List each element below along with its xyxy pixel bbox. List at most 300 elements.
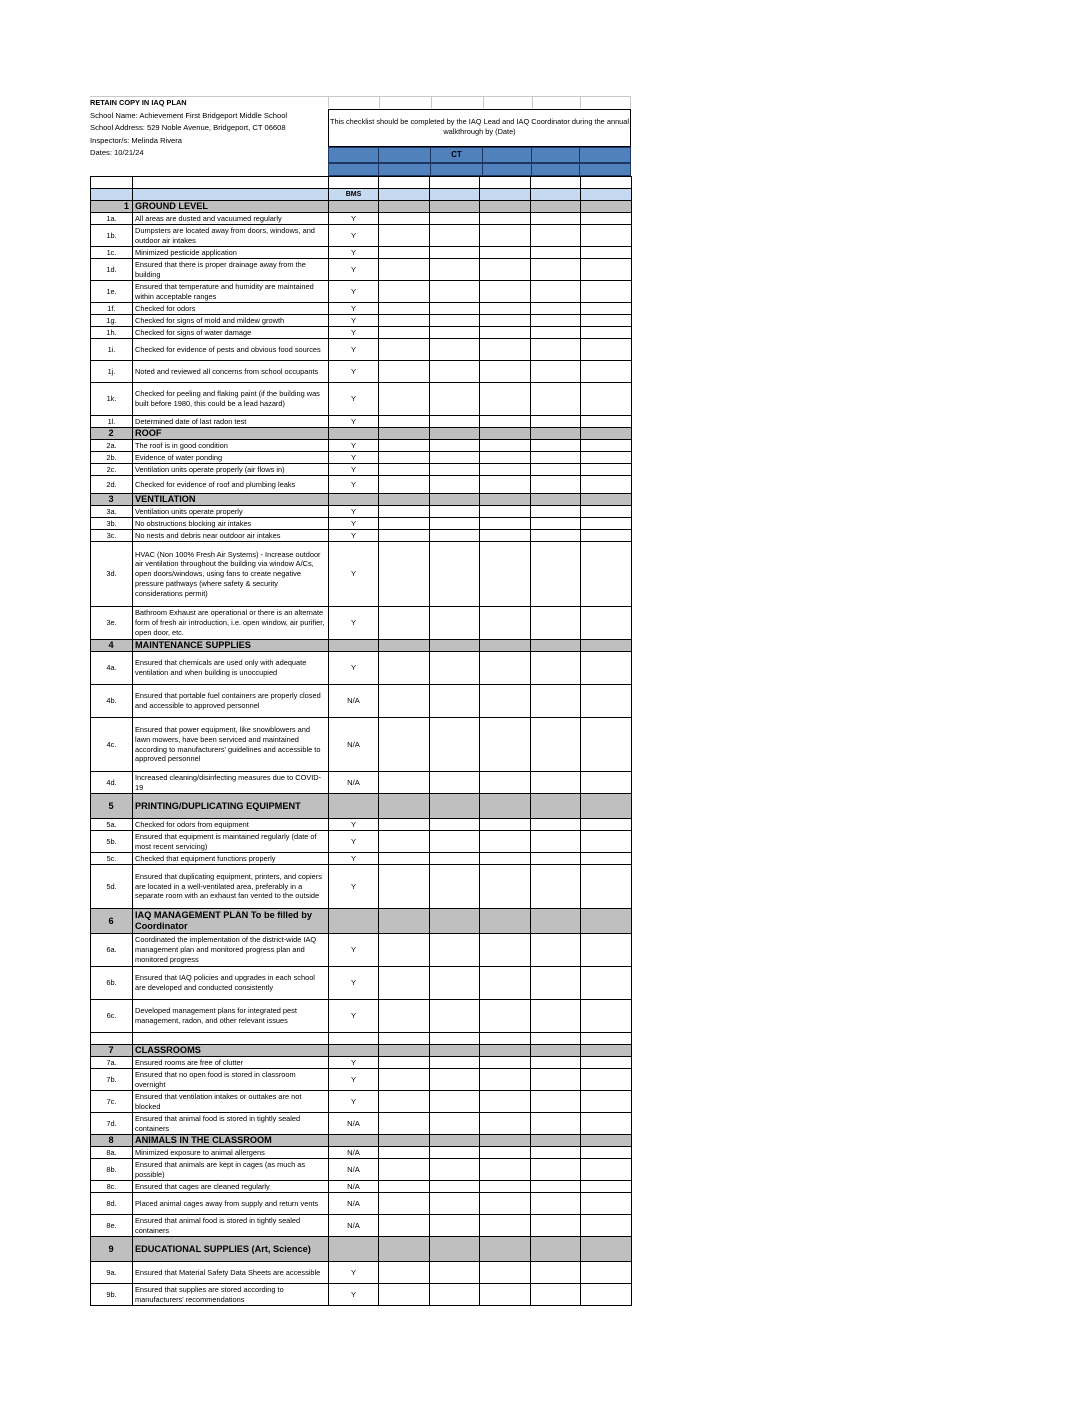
checklist-row	[91, 1091, 632, 1113]
section-number: 2	[91, 428, 133, 440]
checklist-row	[91, 772, 632, 794]
item-text: All areas are dusted and vacuumed regularly	[133, 213, 329, 225]
empty-cell	[379, 315, 430, 327]
empty-cell	[429, 464, 480, 476]
item-text: Ensured that IAQ policies and upgrades in each school are developed and conducted consistently	[133, 967, 329, 1000]
item-id: 5a.	[91, 819, 133, 831]
section-header	[91, 640, 632, 652]
empty-cell	[379, 1091, 430, 1113]
empty-cell	[530, 464, 581, 476]
empty-cell	[581, 1237, 632, 1262]
item-id: 1e.	[91, 281, 133, 303]
empty-cell	[379, 327, 430, 339]
item-value[interactable]: Y	[329, 652, 379, 685]
empty-cell	[530, 542, 581, 607]
item-value[interactable]: Y	[329, 1057, 379, 1069]
empty-cell	[530, 1181, 581, 1193]
empty-cell	[530, 327, 581, 339]
item-id: 2d.	[91, 476, 133, 494]
item-id: 7b.	[91, 1069, 133, 1091]
empty-cell	[530, 201, 581, 213]
empty-cell	[429, 315, 480, 327]
item-id: 6b.	[91, 967, 133, 1000]
section-title: GROUND LEVEL	[133, 201, 329, 213]
item-value[interactable]: Y	[329, 1091, 379, 1113]
item-value[interactable]: Y	[329, 607, 379, 640]
item-value[interactable]: Y	[329, 259, 379, 281]
empty-cell	[480, 1045, 531, 1057]
item-value[interactable]: Y	[329, 476, 379, 494]
empty-cell	[530, 1057, 581, 1069]
checklist-row	[91, 1193, 632, 1215]
header-info	[90, 96, 328, 160]
item-id: 3b.	[91, 518, 133, 530]
item-text: Increased cleaning/disinfecting measures due to COVID-19	[133, 772, 329, 794]
empty-cell	[480, 909, 531, 934]
empty-cell	[379, 476, 430, 494]
empty-cell	[480, 1237, 531, 1262]
empty-cell	[429, 339, 480, 361]
checklist-row	[91, 506, 632, 518]
item-text: Checked for odors	[133, 303, 329, 315]
empty-cell	[429, 1262, 480, 1284]
item-text: Ensured that temperature and humidity are maintained within acceptable ranges	[133, 281, 329, 303]
empty-cell	[429, 1284, 480, 1306]
item-value[interactable]: Y	[329, 542, 379, 607]
empty-cell	[429, 1181, 480, 1193]
item-value[interactable]: Y	[329, 361, 379, 383]
checklist-row	[91, 1113, 632, 1135]
item-id: 4c.	[91, 718, 133, 772]
item-value[interactable]: Y	[329, 339, 379, 361]
checklist-row	[91, 1181, 632, 1193]
empty-cell	[429, 1135, 480, 1147]
checklist-row	[91, 315, 632, 327]
empty-cell	[581, 1284, 632, 1306]
item-text: Ensured that supplies are stored according to manufacturers' recommendations	[133, 1284, 329, 1306]
item-value[interactable]: N/A	[329, 1181, 379, 1193]
item-id: 4d.	[91, 772, 133, 794]
empty-cell	[480, 1069, 531, 1091]
empty-cell	[429, 934, 480, 967]
empty-cell	[379, 1033, 430, 1045]
empty-cell	[429, 685, 480, 718]
item-value[interactable]: Y	[329, 1262, 379, 1284]
empty-cell	[581, 530, 632, 542]
empty-cell	[581, 685, 632, 718]
empty-cell	[379, 1284, 430, 1306]
empty-cell	[480, 718, 531, 772]
item-text: Ensured that Material Safety Data Sheets are accessible	[133, 1262, 329, 1284]
empty-cell	[480, 865, 531, 909]
checklist-row	[91, 967, 632, 1000]
empty-cell	[530, 247, 581, 259]
empty-cell	[429, 794, 480, 819]
empty-cell	[379, 1000, 430, 1033]
item-value[interactable]: N/A	[329, 1215, 379, 1237]
checklist-row	[91, 1284, 632, 1306]
section-number: 5	[91, 794, 133, 819]
item-text: Ensured that power equipment, like snowblowers and lawn mowers, have been serviced and maintained according to manufacturers' guidelines and accessible to approved personnel	[133, 718, 329, 772]
item-id: 8a.	[91, 1147, 133, 1159]
item-value[interactable]: Y	[329, 506, 379, 518]
empty-cell	[379, 640, 430, 652]
empty-cell	[530, 225, 581, 247]
empty-cell	[530, 819, 581, 831]
empty-cell	[581, 934, 632, 967]
item-text: Ensured that chemicals are used only with adequate ventilation and when building is unoccupied	[133, 652, 329, 685]
empty-cell	[379, 865, 430, 909]
item-value[interactable]: Y	[329, 225, 379, 247]
empty-cell	[379, 201, 430, 213]
item-value[interactable]: N/A	[329, 718, 379, 772]
empty-cell	[480, 934, 531, 967]
empty-cell	[480, 831, 531, 853]
empty-cell	[480, 247, 531, 259]
item-value[interactable]: Y	[329, 416, 379, 428]
empty-cell	[379, 1193, 430, 1215]
empty-cell	[379, 831, 430, 853]
item-id: 5c.	[91, 853, 133, 865]
section-header	[91, 201, 632, 213]
empty-cell	[581, 1135, 632, 1147]
empty-cell	[530, 853, 581, 865]
empty-cell	[530, 476, 581, 494]
empty-cell	[581, 819, 632, 831]
empty-cell	[429, 213, 480, 225]
empty-cell	[379, 428, 430, 440]
empty-cell	[581, 772, 632, 794]
empty-cell	[530, 259, 581, 281]
item-text: Developed management plans for integrated pest management, radon, and other relevant issues	[133, 1000, 329, 1033]
checklist-row	[91, 1057, 632, 1069]
empty-cell	[480, 339, 531, 361]
item-value[interactable]: Y	[329, 518, 379, 530]
item-value[interactable]: Y	[329, 819, 379, 831]
empty-cell	[480, 530, 531, 542]
section-header	[91, 1135, 632, 1147]
item-text: Ensured rooms are free of clutter	[133, 1057, 329, 1069]
section-title: MAINTENANCE SUPPLIES	[133, 640, 329, 652]
empty-cell	[480, 1193, 531, 1215]
item-text: Minimized exposure to animal allergens	[133, 1147, 329, 1159]
ct-label: CT	[431, 147, 483, 163]
empty-cell	[480, 1159, 531, 1181]
empty-cell	[530, 1193, 581, 1215]
empty-cell	[480, 476, 531, 494]
empty-cell	[581, 1159, 632, 1181]
empty-cell	[379, 464, 430, 476]
empty-cell	[530, 685, 581, 718]
item-value[interactable]: Y	[329, 213, 379, 225]
blue-header-bar	[328, 147, 631, 163]
checklist-row	[91, 1069, 632, 1091]
empty-cell	[530, 315, 581, 327]
empty-cell	[530, 1069, 581, 1091]
item-value[interactable]: Y	[329, 1000, 379, 1033]
empty-cell	[581, 416, 632, 428]
item-value[interactable]: Y	[329, 383, 379, 416]
empty-cell	[379, 361, 430, 383]
item-value[interactable]: Y	[329, 327, 379, 339]
item-id: 2c.	[91, 464, 133, 476]
empty-cell	[379, 819, 430, 831]
empty-cell	[480, 303, 531, 315]
checklist-row	[91, 685, 632, 718]
section-number: 7	[91, 1045, 133, 1057]
empty-cell	[530, 607, 581, 640]
empty-cell	[379, 1181, 430, 1193]
item-value[interactable]: Y	[329, 303, 379, 315]
empty-cell	[581, 440, 632, 452]
item-value[interactable]: Y	[329, 281, 379, 303]
empty-cell	[379, 967, 430, 1000]
checklist-row	[91, 542, 632, 607]
empty-cell	[429, 506, 480, 518]
checklist-row	[91, 247, 632, 259]
empty-cell	[429, 1033, 480, 1045]
empty-cell	[429, 518, 480, 530]
section-header	[91, 1237, 632, 1262]
empty-cell	[379, 1147, 430, 1159]
empty-cell	[581, 1000, 632, 1033]
empty-cell	[379, 934, 430, 967]
item-value[interactable]: Y	[329, 865, 379, 909]
empty-cell	[530, 1262, 581, 1284]
empty-cell	[480, 794, 531, 819]
empty-cell	[429, 1113, 480, 1135]
empty-cell	[429, 440, 480, 452]
empty-cell	[379, 685, 430, 718]
empty-cell	[530, 416, 581, 428]
empty-cell	[530, 339, 581, 361]
empty-cell	[581, 831, 632, 853]
empty-cell	[379, 189, 430, 201]
empty-cell	[530, 177, 581, 189]
empty-cell	[480, 1181, 531, 1193]
empty-cell	[379, 259, 430, 281]
item-value[interactable]: Y	[329, 831, 379, 853]
dates: Dates: 10/21/24	[90, 148, 144, 158]
item-value[interactable]: N/A	[329, 772, 379, 794]
empty-cell	[429, 177, 480, 189]
empty-cell	[530, 865, 581, 909]
checklist-sheet	[90, 96, 631, 1306]
empty-cell	[379, 1135, 430, 1147]
empty-cell	[379, 1215, 430, 1237]
empty-cell	[530, 1215, 581, 1237]
item-value[interactable]: Y	[329, 1069, 379, 1091]
empty-cell	[581, 189, 632, 201]
checklist-row	[91, 281, 632, 303]
empty-cell	[480, 383, 531, 416]
empty-cell	[429, 416, 480, 428]
item-value[interactable]: N/A	[329, 1147, 379, 1159]
empty-cell	[480, 494, 531, 506]
empty-cell	[530, 794, 581, 819]
empty-cell	[429, 718, 480, 772]
empty-cell	[581, 225, 632, 247]
item-value[interactable]: Y	[329, 934, 379, 967]
empty-cell	[429, 1000, 480, 1033]
empty-cell	[530, 1284, 581, 1306]
item-id: 4a.	[91, 652, 133, 685]
completion-note: This checklist should be completed by the IAQ Lead and IAQ Coordinator during the annual walkthrough by (Date)	[328, 109, 631, 147]
item-text: Ensured that equipment is maintained regularly (date of most recent servicing)	[133, 831, 329, 853]
section-title: VENTILATION	[133, 494, 329, 506]
item-id: 1f.	[91, 303, 133, 315]
item-id: 4b.	[91, 685, 133, 718]
item-value[interactable]: Y	[329, 1284, 379, 1306]
section-title: PRINTING/DUPLICATING EQUIPMENT	[133, 794, 329, 819]
item-text: Ensured that portable fuel containers are properly closed and accessible to approved personnel	[133, 685, 329, 718]
inspectors: Inspector/s: Melinda Rivera	[90, 135, 183, 145]
section-header	[91, 428, 632, 440]
empty-cell	[581, 339, 632, 361]
item-id: 5b.	[91, 831, 133, 853]
empty-cell	[379, 416, 430, 428]
item-value[interactable]: Y	[329, 464, 379, 476]
empty-cell	[480, 1284, 531, 1306]
item-text: Checked that equipment functions properly	[133, 853, 329, 865]
empty-cell	[480, 1147, 531, 1159]
empty-cell	[480, 315, 531, 327]
empty-cell	[429, 542, 480, 607]
item-value[interactable]: Y	[329, 440, 379, 452]
empty-cell	[480, 1033, 531, 1045]
item-id: 5d.	[91, 865, 133, 909]
empty-cell	[581, 1113, 632, 1135]
empty-cell	[379, 530, 430, 542]
empty-cell	[530, 518, 581, 530]
empty-cell	[530, 909, 581, 934]
item-value[interactable]: Y	[329, 967, 379, 1000]
section-number: 1	[91, 201, 133, 213]
item-text: Ensured that duplicating equipment, printers, and copiers are located in a well-ventilated area, preferably in a separate room with an exhaust fan vented to the outside	[133, 865, 329, 909]
checklist-row	[91, 853, 632, 865]
item-value[interactable]: Y	[329, 853, 379, 865]
item-id: 3c.	[91, 530, 133, 542]
empty-cell	[480, 428, 531, 440]
empty-cell	[480, 464, 531, 476]
empty-cell	[379, 607, 430, 640]
section-header	[91, 494, 632, 506]
section-number: 6	[91, 909, 133, 934]
item-value[interactable]: Y	[329, 452, 379, 464]
item-value[interactable]: Y	[329, 315, 379, 327]
school-address: School Address: 529 Noble Avenue, Bridgeport, CT 06608	[90, 123, 286, 133]
item-id: 2b.	[91, 452, 133, 464]
empty-cell	[379, 1159, 430, 1181]
empty-cell	[429, 1057, 480, 1069]
empty-cell	[429, 1215, 480, 1237]
checklist-row	[91, 530, 632, 542]
empty-cell	[480, 607, 531, 640]
empty-cell	[530, 428, 581, 440]
empty-cell	[379, 213, 430, 225]
item-id: 3d.	[91, 542, 133, 607]
item-text: Checked for odors from equipment	[133, 819, 329, 831]
empty-cell	[530, 1237, 581, 1262]
empty-cell	[379, 1113, 430, 1135]
empty-cell	[429, 201, 480, 213]
section-title: IAQ MANAGEMENT PLAN To be filled by Coordinator	[133, 909, 329, 934]
item-text: Ensured that no open food is stored in classroom overnight	[133, 1069, 329, 1091]
item-value[interactable]: N/A	[329, 1159, 379, 1181]
empty-cell	[581, 518, 632, 530]
empty-cell	[480, 652, 531, 685]
empty-cell	[379, 494, 430, 506]
empty-cell	[429, 189, 480, 201]
empty-cell	[379, 383, 430, 416]
empty-cell	[429, 1091, 480, 1113]
item-value[interactable]: N/A	[329, 1193, 379, 1215]
checklist-row	[91, 416, 632, 428]
item-id: 8d.	[91, 1193, 133, 1215]
empty-cell	[530, 383, 581, 416]
checklist-row	[91, 1000, 632, 1033]
empty-cell	[480, 772, 531, 794]
item-id: 1i.	[91, 339, 133, 361]
item-value[interactable]: Y	[329, 530, 379, 542]
checklist-header	[90, 96, 631, 176]
item-text: Noted and reviewed all concerns from school occupants	[133, 361, 329, 383]
item-id: 1l.	[91, 416, 133, 428]
school-name: School Name: Achievement First Bridgeport Middle School	[90, 110, 288, 120]
empty-cell	[581, 1215, 632, 1237]
empty-cell	[530, 1091, 581, 1113]
section-number: 3	[91, 494, 133, 506]
empty-cell	[480, 1113, 531, 1135]
checklist-table	[90, 176, 632, 1306]
empty-cell	[480, 1057, 531, 1069]
item-text: Ventilation units operate properly (air flows in)	[133, 464, 329, 476]
empty-cell	[581, 361, 632, 383]
empty-cell	[581, 542, 632, 607]
empty-cell	[530, 494, 581, 506]
empty-cell	[581, 476, 632, 494]
item-id: 1j.	[91, 361, 133, 383]
empty-cell	[429, 1045, 480, 1057]
checklist-row	[91, 518, 632, 530]
item-value[interactable]: N/A	[329, 685, 379, 718]
empty-cell	[581, 640, 632, 652]
item-id: 7a.	[91, 1057, 133, 1069]
empty-cell	[530, 1113, 581, 1135]
item-id: 8e.	[91, 1215, 133, 1237]
empty-cell	[429, 1193, 480, 1215]
item-value[interactable]: N/A	[329, 1113, 379, 1135]
checklist-row	[91, 934, 632, 967]
item-text: Checked for peeling and flaking paint (if the building was built before 1980, this could be a lead hazard)	[133, 383, 329, 416]
empty-cell	[429, 831, 480, 853]
item-value[interactable]: Y	[329, 247, 379, 259]
item-id: 6a.	[91, 934, 133, 967]
empty-cell	[429, 819, 480, 831]
empty-cell	[581, 464, 632, 476]
checklist-row	[91, 831, 632, 853]
empty-cell	[379, 1057, 430, 1069]
item-id: 1k.	[91, 383, 133, 416]
empty-cell	[581, 1262, 632, 1284]
empty-cell	[581, 1033, 632, 1045]
empty-cell	[530, 1159, 581, 1181]
item-text: Ensured that animal food is stored in tightly sealed containers	[133, 1113, 329, 1135]
empty-cell	[581, 652, 632, 685]
empty-cell	[581, 428, 632, 440]
checklist-row	[91, 464, 632, 476]
empty-cell	[530, 530, 581, 542]
